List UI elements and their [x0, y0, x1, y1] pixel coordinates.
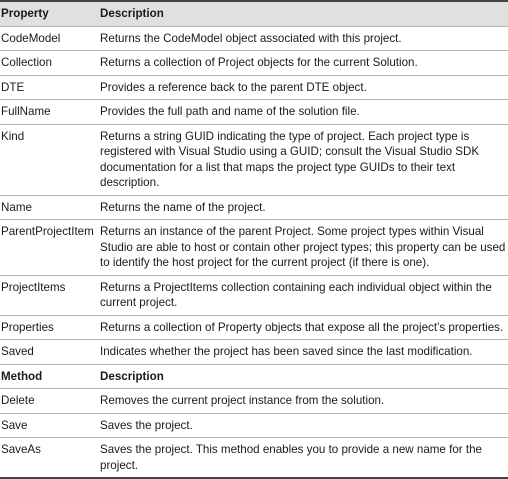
table-row	[0, 414, 508, 439]
member-description: Indicates whether the project has been saved since the last modification.	[100, 345, 473, 358]
member-description: Saves the project. This method enables you to provide a new name for the project.	[100, 443, 482, 472]
table-row	[0, 220, 508, 276]
table-row	[0, 276, 508, 316]
properties-header-row	[0, 2, 508, 27]
member-description: Returns the name of the project.	[100, 200, 266, 214]
member-name: Save	[1, 418, 28, 432]
methods-header-row	[0, 365, 508, 390]
member-name: Name	[1, 200, 32, 214]
member-name: Properties	[1, 320, 54, 334]
member-name: ParentProjectItem	[1, 225, 94, 238]
member-description: Removes the current project instance from the solution.	[100, 394, 385, 407]
member-description: Returns an instance of the parent Project. Some project types within Visual Studio are able to host or contain other project types; this property can be used to identify the host project for the current project (if there is one).	[100, 225, 506, 269]
table-row	[0, 340, 508, 365]
member-name: Delete	[1, 394, 35, 407]
table-row	[0, 76, 508, 101]
table-row	[0, 389, 508, 414]
table-row	[0, 316, 508, 341]
method-column-header: Method	[1, 369, 43, 383]
description-column-header: Description	[100, 369, 164, 383]
member-description: Saves the project.	[100, 418, 193, 432]
table-row	[0, 438, 508, 477]
member-name: SaveAs	[1, 443, 41, 456]
property-column-header: Property	[1, 7, 49, 20]
member-description: Returns a ProjectItems collection containing each individual object within the current project.	[100, 280, 492, 309]
member-name: CodeModel	[1, 31, 61, 45]
member-description: Provides the full path and name of the solution file.	[100, 105, 360, 118]
member-description: Returns a string GUID indicating the type of project. Each project type is registered with Visual Studio using a GUID; consult the Visual Studio SDK documentation for a list that maps the project type GUIDs to their text description.	[100, 129, 480, 189]
member-name: Kind	[1, 129, 25, 143]
table-row	[0, 196, 508, 221]
member-name: FullName	[1, 105, 51, 118]
table-row	[0, 125, 508, 196]
member-name: DTE	[1, 80, 25, 94]
table-row	[0, 100, 508, 125]
member-description: Provides a reference back to the parent DTE object.	[100, 80, 367, 94]
member-name: Saved	[1, 345, 34, 358]
table-row	[0, 27, 508, 52]
member-description: Returns a collection of Project objects for the current Solution.	[100, 56, 418, 69]
member-description: Returns a collection of Property objects that expose all the project’s properties.	[100, 320, 504, 334]
table-row	[0, 51, 508, 76]
member-description: Returns the CodeModel object associated with this project.	[100, 31, 402, 45]
description-column-header: Description	[100, 7, 164, 20]
member-name: Collection	[1, 56, 52, 69]
member-name: ProjectItems	[1, 280, 66, 294]
